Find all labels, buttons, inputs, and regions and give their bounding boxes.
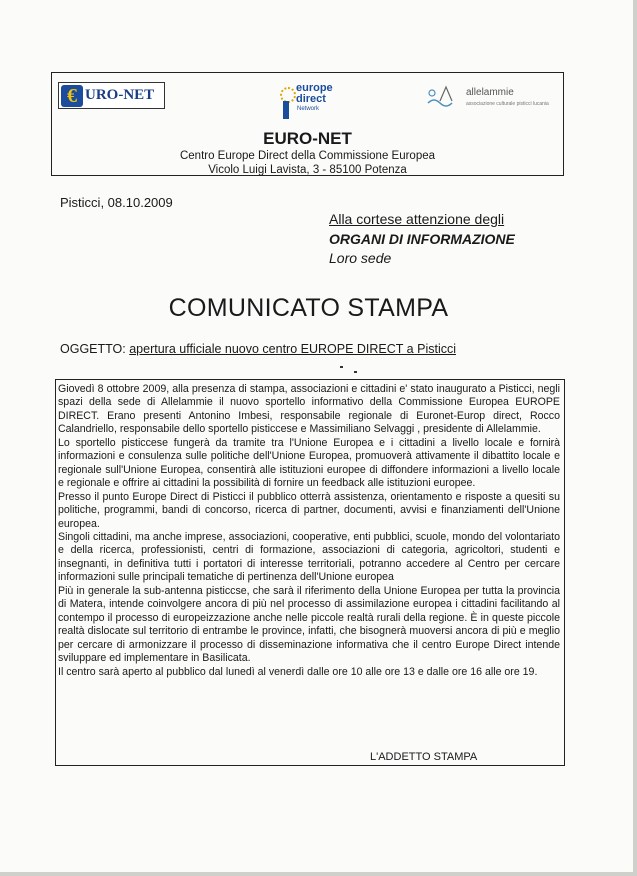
europe-direct-logo bbox=[280, 79, 340, 121]
attention-line-2: ORGANI DI INFORMAZIONE bbox=[329, 231, 515, 247]
attention-line-3: Loro sede bbox=[329, 250, 392, 266]
letterhead-address: Vicolo Luigi Lavista, 3 - 85100 Potenza bbox=[208, 164, 407, 176]
euro-icon: € bbox=[61, 85, 83, 107]
paragraph: Il centro sarà aperto al pubblico dal lunedì al venerdì dalle ore 10 alle ore 13 e dalle ore 16 alle ore 19. bbox=[58, 665, 538, 678]
paragraph: Giovedì 8 ottobre 2009, alla presenza di stampa, associazioni e cittadini e' stato inaugurato a Pisticci, negli spazi della sede di Allelammie il nuovo sportello informativo della Commissione Europea EUROPE DIRECT. Erano presenti Antonino Imbesi, responsabile regionale di Euronet-Europ direct, Rocco Calandriello, responsabile dello sportello pisticcese e Massimiliano Selvaggi , presidente di Allelammie. bbox=[58, 383, 560, 436]
scan-speck bbox=[340, 366, 343, 368]
paragraph: Lo sportello pisticcese fungerà da tramite tra l'Unione Europea e i cittadini a livello locale e fornirà informazioni e consulenza sulle politiche dell'Unione Europea, promuoverà attivamente il dibattito locale e regionale sull'Unione Europea, consentirà alle istituzioni europee di diffondere informazioni a livello locale e regionale e offrire ai cittadini la possibilità di fornire un feedback alle istituzioni europee. bbox=[58, 436, 560, 490]
scan-edge-right bbox=[633, 0, 637, 876]
info-i-icon bbox=[283, 101, 289, 119]
europe-direct-text-2: direct bbox=[296, 93, 326, 105]
letterhead-subtitle: Centro Europe Direct della Commissione Europea bbox=[179, 150, 436, 162]
allelammie-icon bbox=[426, 83, 460, 107]
allelammie-name: allelammie bbox=[466, 87, 514, 98]
document-date: Pisticci, 08.10.2009 bbox=[60, 195, 173, 210]
subject-line bbox=[60, 342, 456, 356]
signature: L'ADDETTO STAMPA bbox=[370, 751, 478, 763]
subject-text: apertura ufficiale nuovo centro EUROPE DIRECT a Pisticci bbox=[129, 342, 456, 356]
press-release-body bbox=[55, 379, 565, 766]
scan-edge-bottom bbox=[0, 872, 637, 876]
attention-line-1: Alla cortese attenzione degli bbox=[329, 211, 505, 227]
body-text bbox=[58, 383, 560, 679]
paragraph: Singoli cittadini, ma anche imprese, associazioni, cooperative, enti pubblici, scuole, mondo del volontariato e della ricerca, professionisti, centri di formazione, associazioni di categoria, agricoltori, studenti e insegnanti, in definitiva tutti i portatori di interesse territoriali, potranno accedere al Centro per cercare informazioni sulle principali tematiche di pertinenza dell'Unione europea bbox=[58, 530, 560, 584]
scan-speck bbox=[354, 371, 357, 373]
euronet-logo-text: URO-NET bbox=[85, 87, 155, 103]
subject-label: OGGETTO: bbox=[60, 342, 126, 356]
europe-direct-text-3: Network bbox=[297, 106, 320, 112]
paragraph: Più in generale la sub-antenna pisticcse, che sarà il riferimento della Unione Europea per tutta la provincia di Matera, intende coinvolgere ancora di più nel processo di assimilazione europea i cittadini facilitando al contempo il processo di europeizzazione anche nelle piccole realtà rurali della regione. È in queste piccole realtà dislocate sul territorio di entrambe le province, infatti, che bisognerà muoversi ancora di più e meglio per cercare di armonizzare il processo di disseminazione informativa che il centro Europe Direct intende sviluppare ed implementare in Basilicata. bbox=[58, 584, 560, 665]
europe-direct-text-1: europe bbox=[296, 82, 333, 94]
allelammie-subtitle: associazione culturale pisticci lucania bbox=[466, 101, 549, 107]
letterhead-title: EURO-NET bbox=[263, 129, 352, 148]
allelammie-logo bbox=[426, 81, 561, 111]
letterhead bbox=[51, 72, 564, 176]
euronet-logo bbox=[58, 82, 165, 109]
page-title: COMUNICATO STAMPA bbox=[168, 294, 449, 322]
paragraph: Presso il punto Europe Direct di Pisticci il pubblico otterrà assistenza, orientamento e risposte a quesiti su politiche, programmi, bandi di concorso, ricerca di partner, documenti, avvisi e finanziamenti dell'Unione europea. bbox=[58, 490, 560, 530]
